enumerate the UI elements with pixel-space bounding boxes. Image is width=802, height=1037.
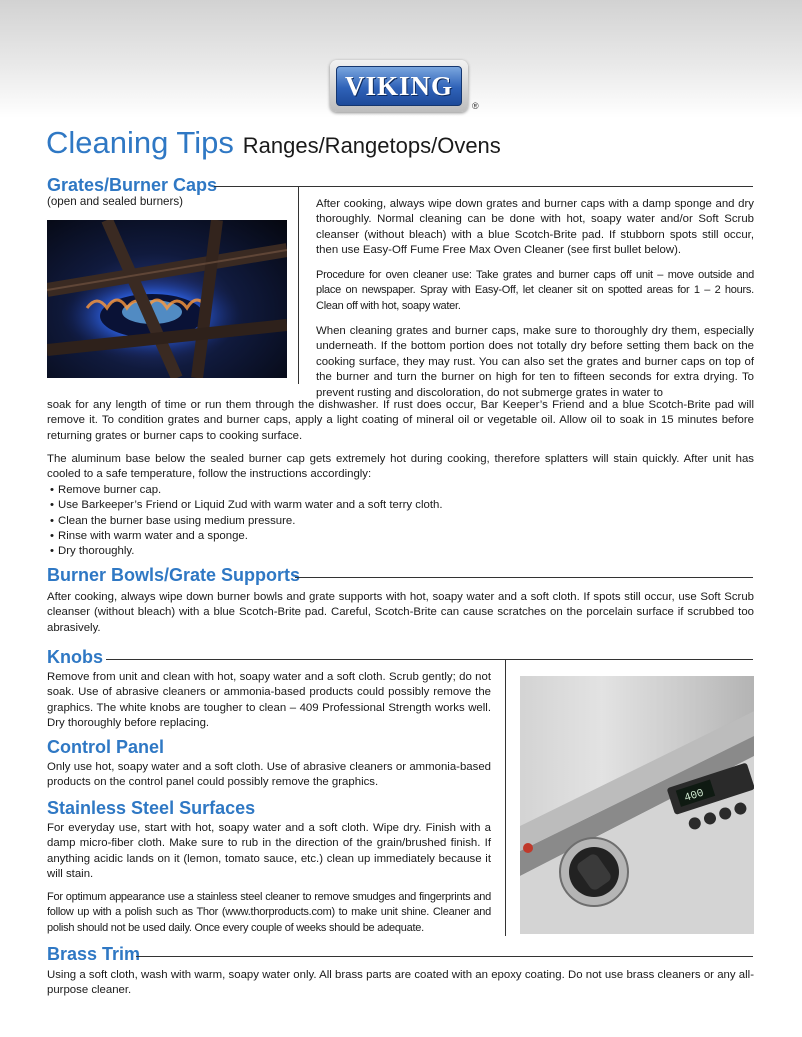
grates-paragraph-2: Procedure for oven cleaner use: Take grates and burner caps off unit – move outside and place on newspaper. Spray with Easy-Off, let cleaner sit on spotted areas for 1 – 2 hours. Clean off with hot, soapy water. xyxy=(316,269,754,312)
control-panel-paragraph-1: Only use hot, soapy water and a soft cloth. Use of abrasive cleaners or ammonia-based products on the control panel could possibly remove the graphics. xyxy=(47,761,491,789)
brass-paragraph-1: Using a soft cloth, wash with warm, soapy water only. All brass parts are coated with an epoxy coating. Do not use brass cleaners or any all-purpose cleaner. xyxy=(47,969,754,997)
page-title xyxy=(46,124,501,161)
viking-logo xyxy=(330,60,468,112)
logo-text: VIKING xyxy=(344,70,453,101)
column-divider-grates xyxy=(298,186,299,384)
stainless-paragraph-2: For optimum appearance use a stainless steel cleaner to remove smudges and fingerprints and follow up with a polish such as Thor (www.thorproducts.com) to make unit shine. Cleaner and polish should not be used daily. Once every couple of weeks should be adequate. xyxy=(47,891,491,934)
grates-subheading: (open and sealed burners) xyxy=(47,195,183,208)
oven-display-readout: 400 xyxy=(682,787,706,805)
grates-paragraph-3b: soak for any length of time or run them through the dishwasher. If rust does occur, Bar Keeper’s Friend and a blue Scotch-Brite pad will remove it. To condition grates and burner caps, apply a light coating of mineral oil or vegetable oil. Allow oil to soak in 15 minutes before returning grates or burner caps to cooking surface. xyxy=(47,399,754,442)
rule-bowls xyxy=(295,577,753,578)
grates-paragraph-4: The aluminum base below the sealed burner cap gets extremely hot during cooking, therefore splatters will stain quickly. After unit has cooled to a safe temperature, follow the instructions accordingly: xyxy=(47,453,754,481)
rule-brass xyxy=(136,956,753,957)
knobs-paragraph-1: Remove from unit and clean with hot, soapy water and a soft cloth. Scrub gently; do not soak. Use of abrasive cleaners or ammonia-based products could possibly remove the graphics. The white knobs are tougher to clean – 409 Professional Strength works well. Dry thoroughly before replacing. xyxy=(47,671,491,730)
section-heading-bowls: Burner Bowls/Grate Supports xyxy=(47,565,301,585)
column-divider-knobs xyxy=(505,659,506,936)
burner-flame-photo xyxy=(47,220,287,378)
section-heading-knobs: Knobs xyxy=(47,647,103,667)
burner-flame-illustration xyxy=(47,220,287,378)
bullet-item: • Rinse with warm water and a sponge. xyxy=(50,529,750,544)
section-heading-stainless-steel: Stainless Steel Surfaces xyxy=(47,798,256,818)
registered-mark: ® xyxy=(472,101,479,111)
title-main: Cleaning Tips xyxy=(46,125,234,160)
bullet-item: • Remove burner cap. xyxy=(50,483,750,498)
section-heading-control-panel: Control Panel xyxy=(47,737,165,757)
logo-plate xyxy=(336,66,462,106)
bullet-item: • Clean the burner base using medium pressure. xyxy=(50,514,750,529)
section-heading-grates: Grates/Burner Caps xyxy=(47,175,218,195)
grates-bullet-list xyxy=(50,483,750,559)
oven-panel-illustration xyxy=(520,676,754,934)
rule-knobs xyxy=(106,659,753,660)
stainless-paragraph-1: For everyday use, start with hot, soapy water and a soft cloth. Wipe dry. Finish with a damp micro-fiber cloth. Make sure to rub in the direction of the grain/brushed finish. If anything acidic lands on it (lemon, tomato sauce, etc.) clean up immediately because it will stain. xyxy=(47,822,491,881)
bowls-paragraph-1: After cooking, always wipe down burner bowls and grate supports with hot, soapy water and a soft cloth. If spots still occur, use Soft Scrub cleanser (without bleach) with a blue Scotch-Brite pad. Careful, Scotch-Brite can cause scratches on the porcelain surface if scrubbed too abrasively. xyxy=(47,591,754,634)
bullet-item: • Dry thoroughly. xyxy=(50,544,750,559)
grates-paragraph-3a: When cleaning grates and burner caps, make sure to thoroughly dry them, especially underneath. If the bottom portion does not totally dry before setting them back on the cooking surface, they may rust. You can also set the grates and burner caps on top of the burner and turn the burner on high for ten to fifteen seconds for extra drying. To prevent rusting and discoloration, do not submerge grates in water to xyxy=(316,325,754,399)
bullet-item: • Use Barkeeper’s Friend or Liquid Zud with warm water and a soft terry cloth. xyxy=(50,498,750,513)
title-sub: Ranges/Rangetops/Ovens xyxy=(242,133,501,158)
grates-paragraph-1: After cooking, always wipe down grates and burner caps with a damp sponge and dry thoroughly. Normal cleaning can be done with hot, soapy water and/or Soft Scrub cleanser (without bleach) with a blue Scotch-Brite pad. If stubborn spots still occur, then use Easy-Off Fume Free Max Oven Cleaner (see first bullet below). xyxy=(316,198,754,257)
oven-control-photo xyxy=(520,676,754,934)
section-heading-brass-trim: Brass Trim xyxy=(47,944,141,964)
rule-grates xyxy=(214,186,753,187)
